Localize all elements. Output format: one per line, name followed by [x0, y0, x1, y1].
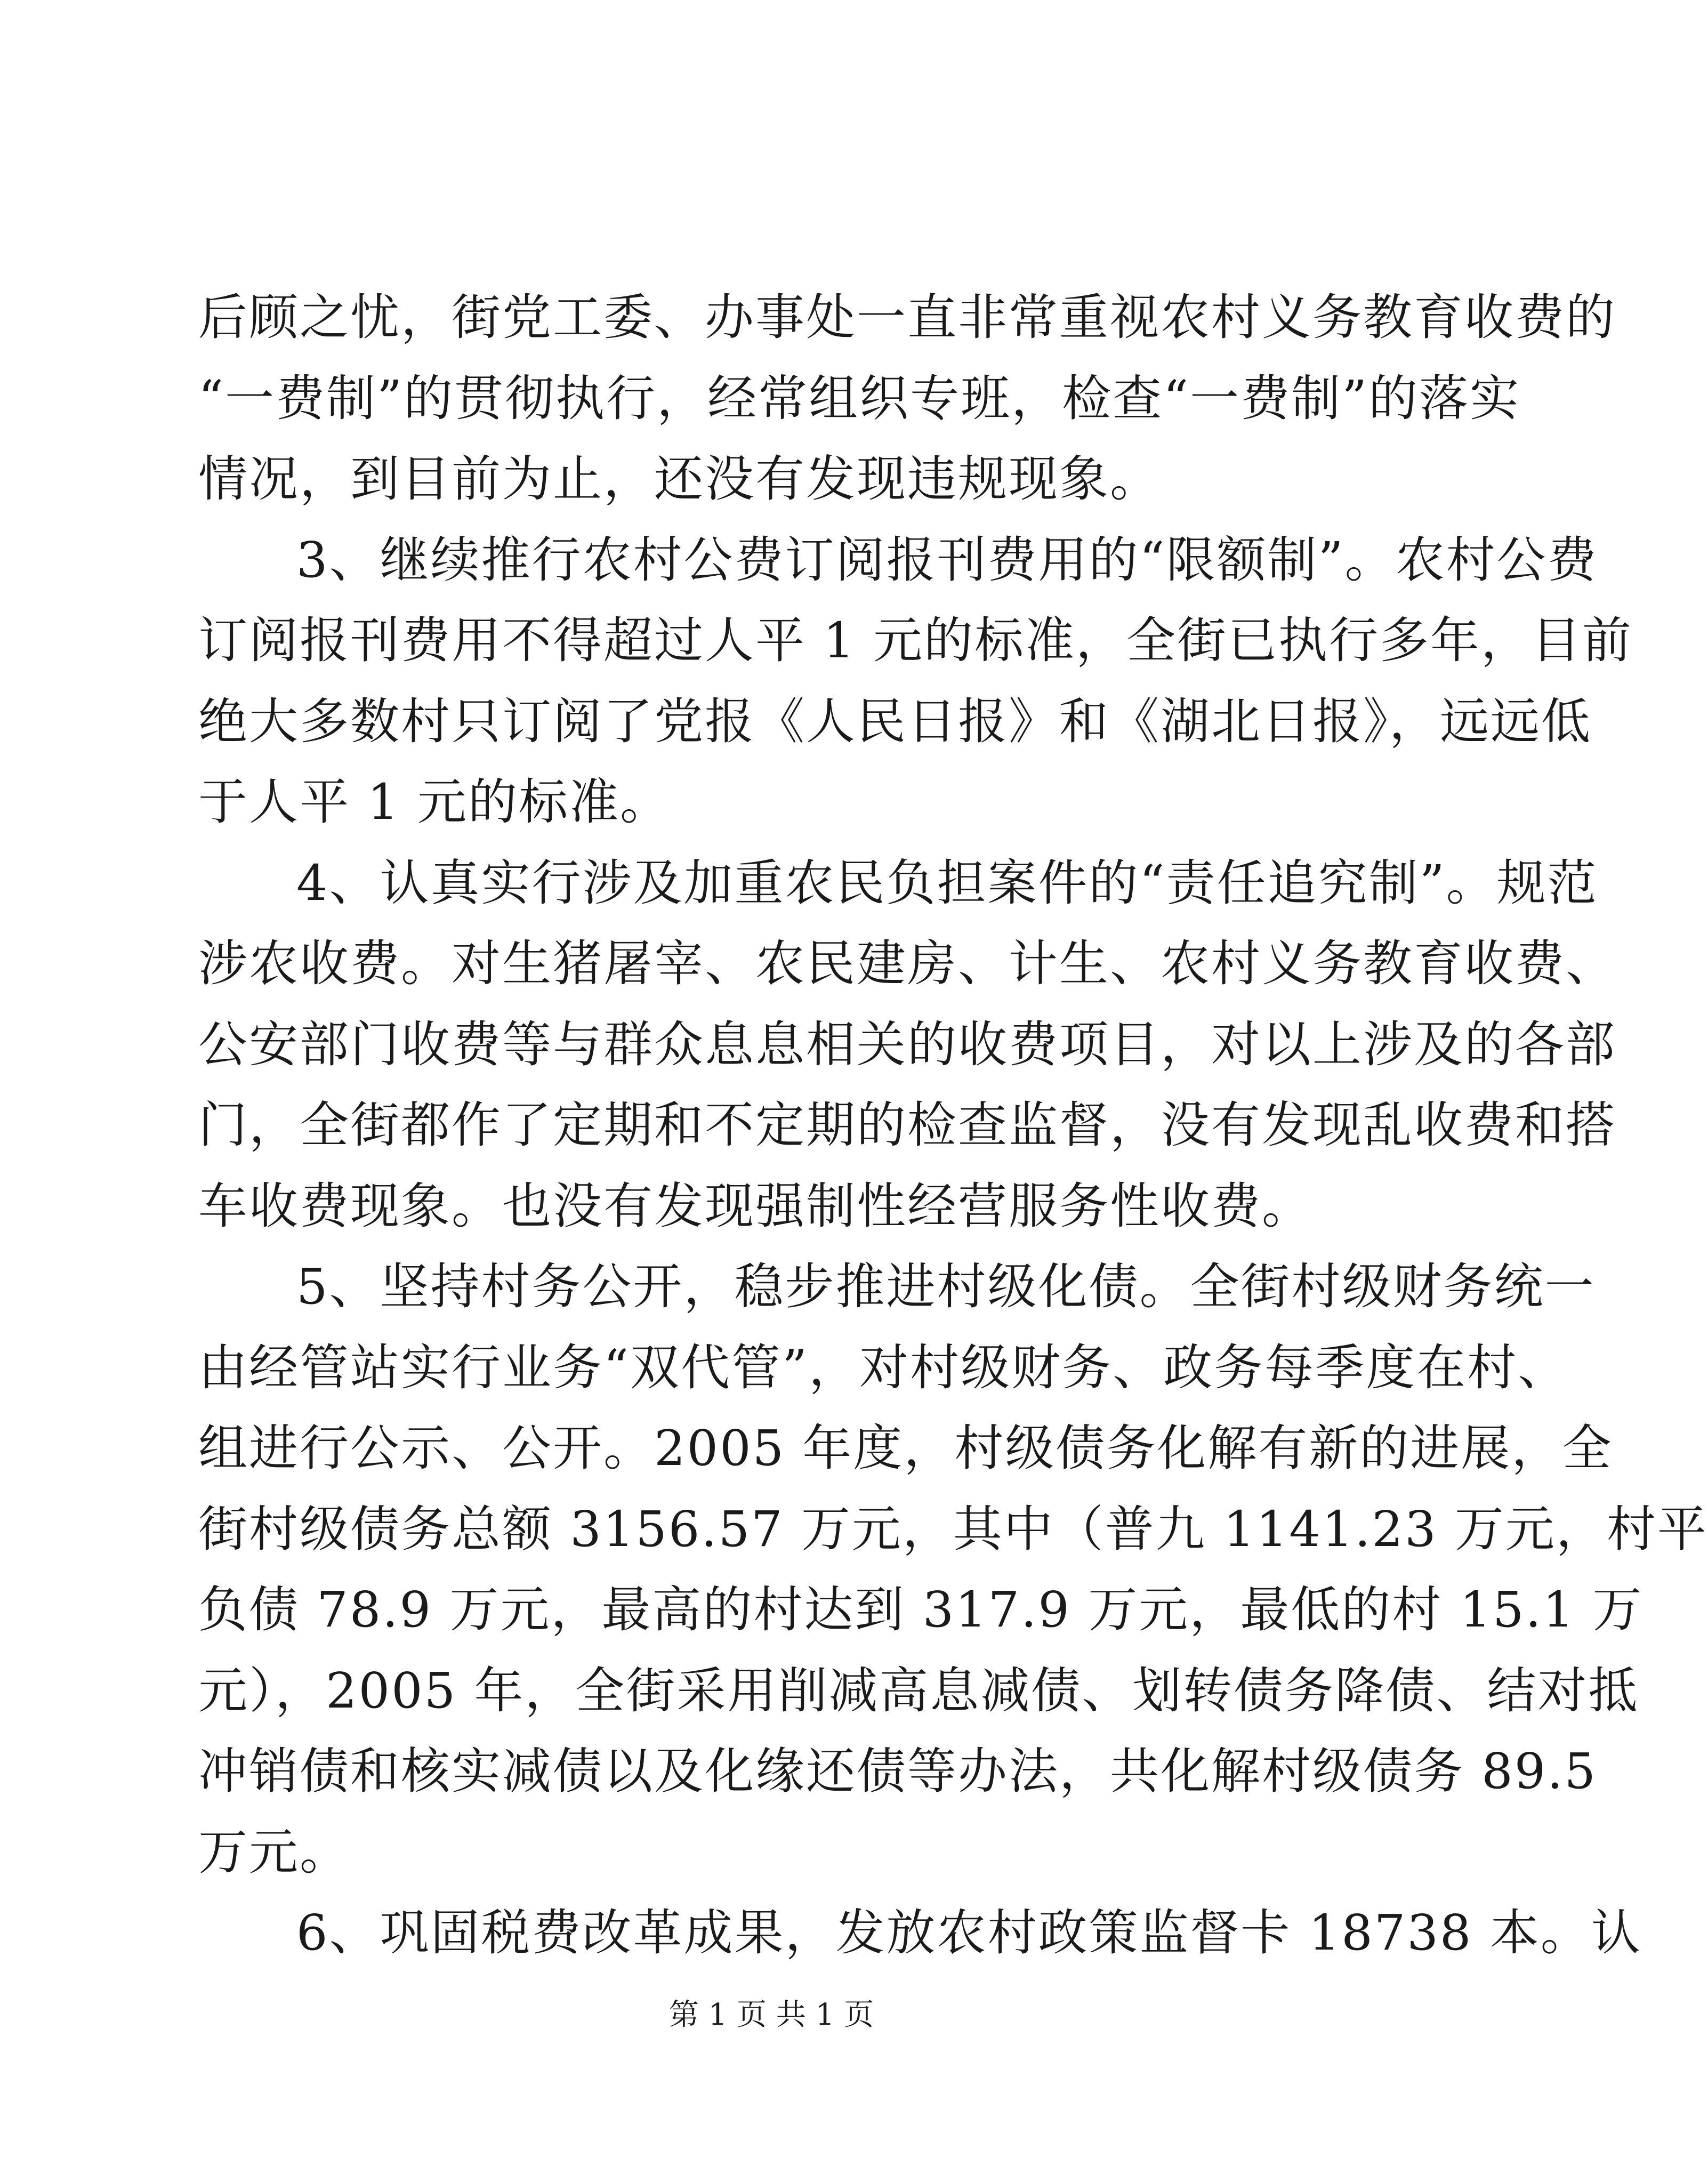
paragraph-start-line: 6、巩固税费改革成果，发放农村政策监督卡 18738 本。认	[296, 1904, 1642, 1961]
document-body	[198, 277, 1708, 1974]
text-line: 元），2005 年，全街采用削减高息减债、划转债务降债、结对抵	[198, 1662, 1639, 1719]
text-line: 门，全街都作了定期和不定期的检查监督，没有发现乱收费和搭	[198, 1097, 1617, 1154]
text-line: 于人平 1 元的标准。	[198, 774, 671, 831]
page-footer	[0, 1994, 1543, 2036]
text-line: 万元。	[198, 1823, 351, 1881]
text-line: 负债 78.9 万元，最高的村达到 317.9 万元，最低的村 15.1 万	[198, 1581, 1643, 1638]
page-number-label: 第 1 页 共 1 页	[668, 1998, 874, 2032]
text-line: 订阅报刊费用不得超过人平 1 元的标准，全街已执行多年，目前	[198, 612, 1633, 669]
text-line: 公安部门收费等与群众息息相关的收费项目，对以上涉及的各部	[198, 1016, 1617, 1073]
paragraph-start-line: 5、坚持村务公开，稳步推进村级化债。全街村级财务统一	[296, 1258, 1596, 1315]
paragraph-start-line: 4、认真实行涉及加重农民负担案件的“责任追究制”。规范	[296, 854, 1598, 912]
paragraph-start-line: 3、继续推行农村公费订阅报刊费用的“限额制”。农村公费	[296, 531, 1598, 589]
text-line: 绝大多数村只订阅了党报《人民日报》和《湖北日报》，远远低	[198, 693, 1592, 750]
text-line: 车收费现象。也没有发现强制性经营服务性收费。	[198, 1177, 1313, 1235]
text-line: 后顾之忧，街党工委、办事处一直非常重视农村义务教育收费的	[198, 289, 1617, 346]
text-line: 街村级债务总额 3156.57 万元，其中（普九 1141.23 万元，村平	[198, 1500, 1708, 1558]
text-line: “一费制”的贯彻执行，经常组织专班，检查“一费制”的落实	[198, 369, 1521, 427]
text-line: 由经管站实行业务“双代管”，对村级财务、政务每季度在村、	[198, 1339, 1569, 1396]
text-line: 涉农收费。对生猪屠宰、农民建房、计生、农村义务教育收费、	[198, 935, 1617, 992]
text-line: 组进行公示、公开。2005 年度，村级债务化解有新的进展，全	[198, 1420, 1613, 1477]
text-line: 冲销债和核实减债以及化缘还债等办法，共化解村级债务 89.5	[198, 1743, 1598, 1800]
text-line: 情况，到目前为止，还没有发现违规现象。	[198, 450, 1161, 508]
